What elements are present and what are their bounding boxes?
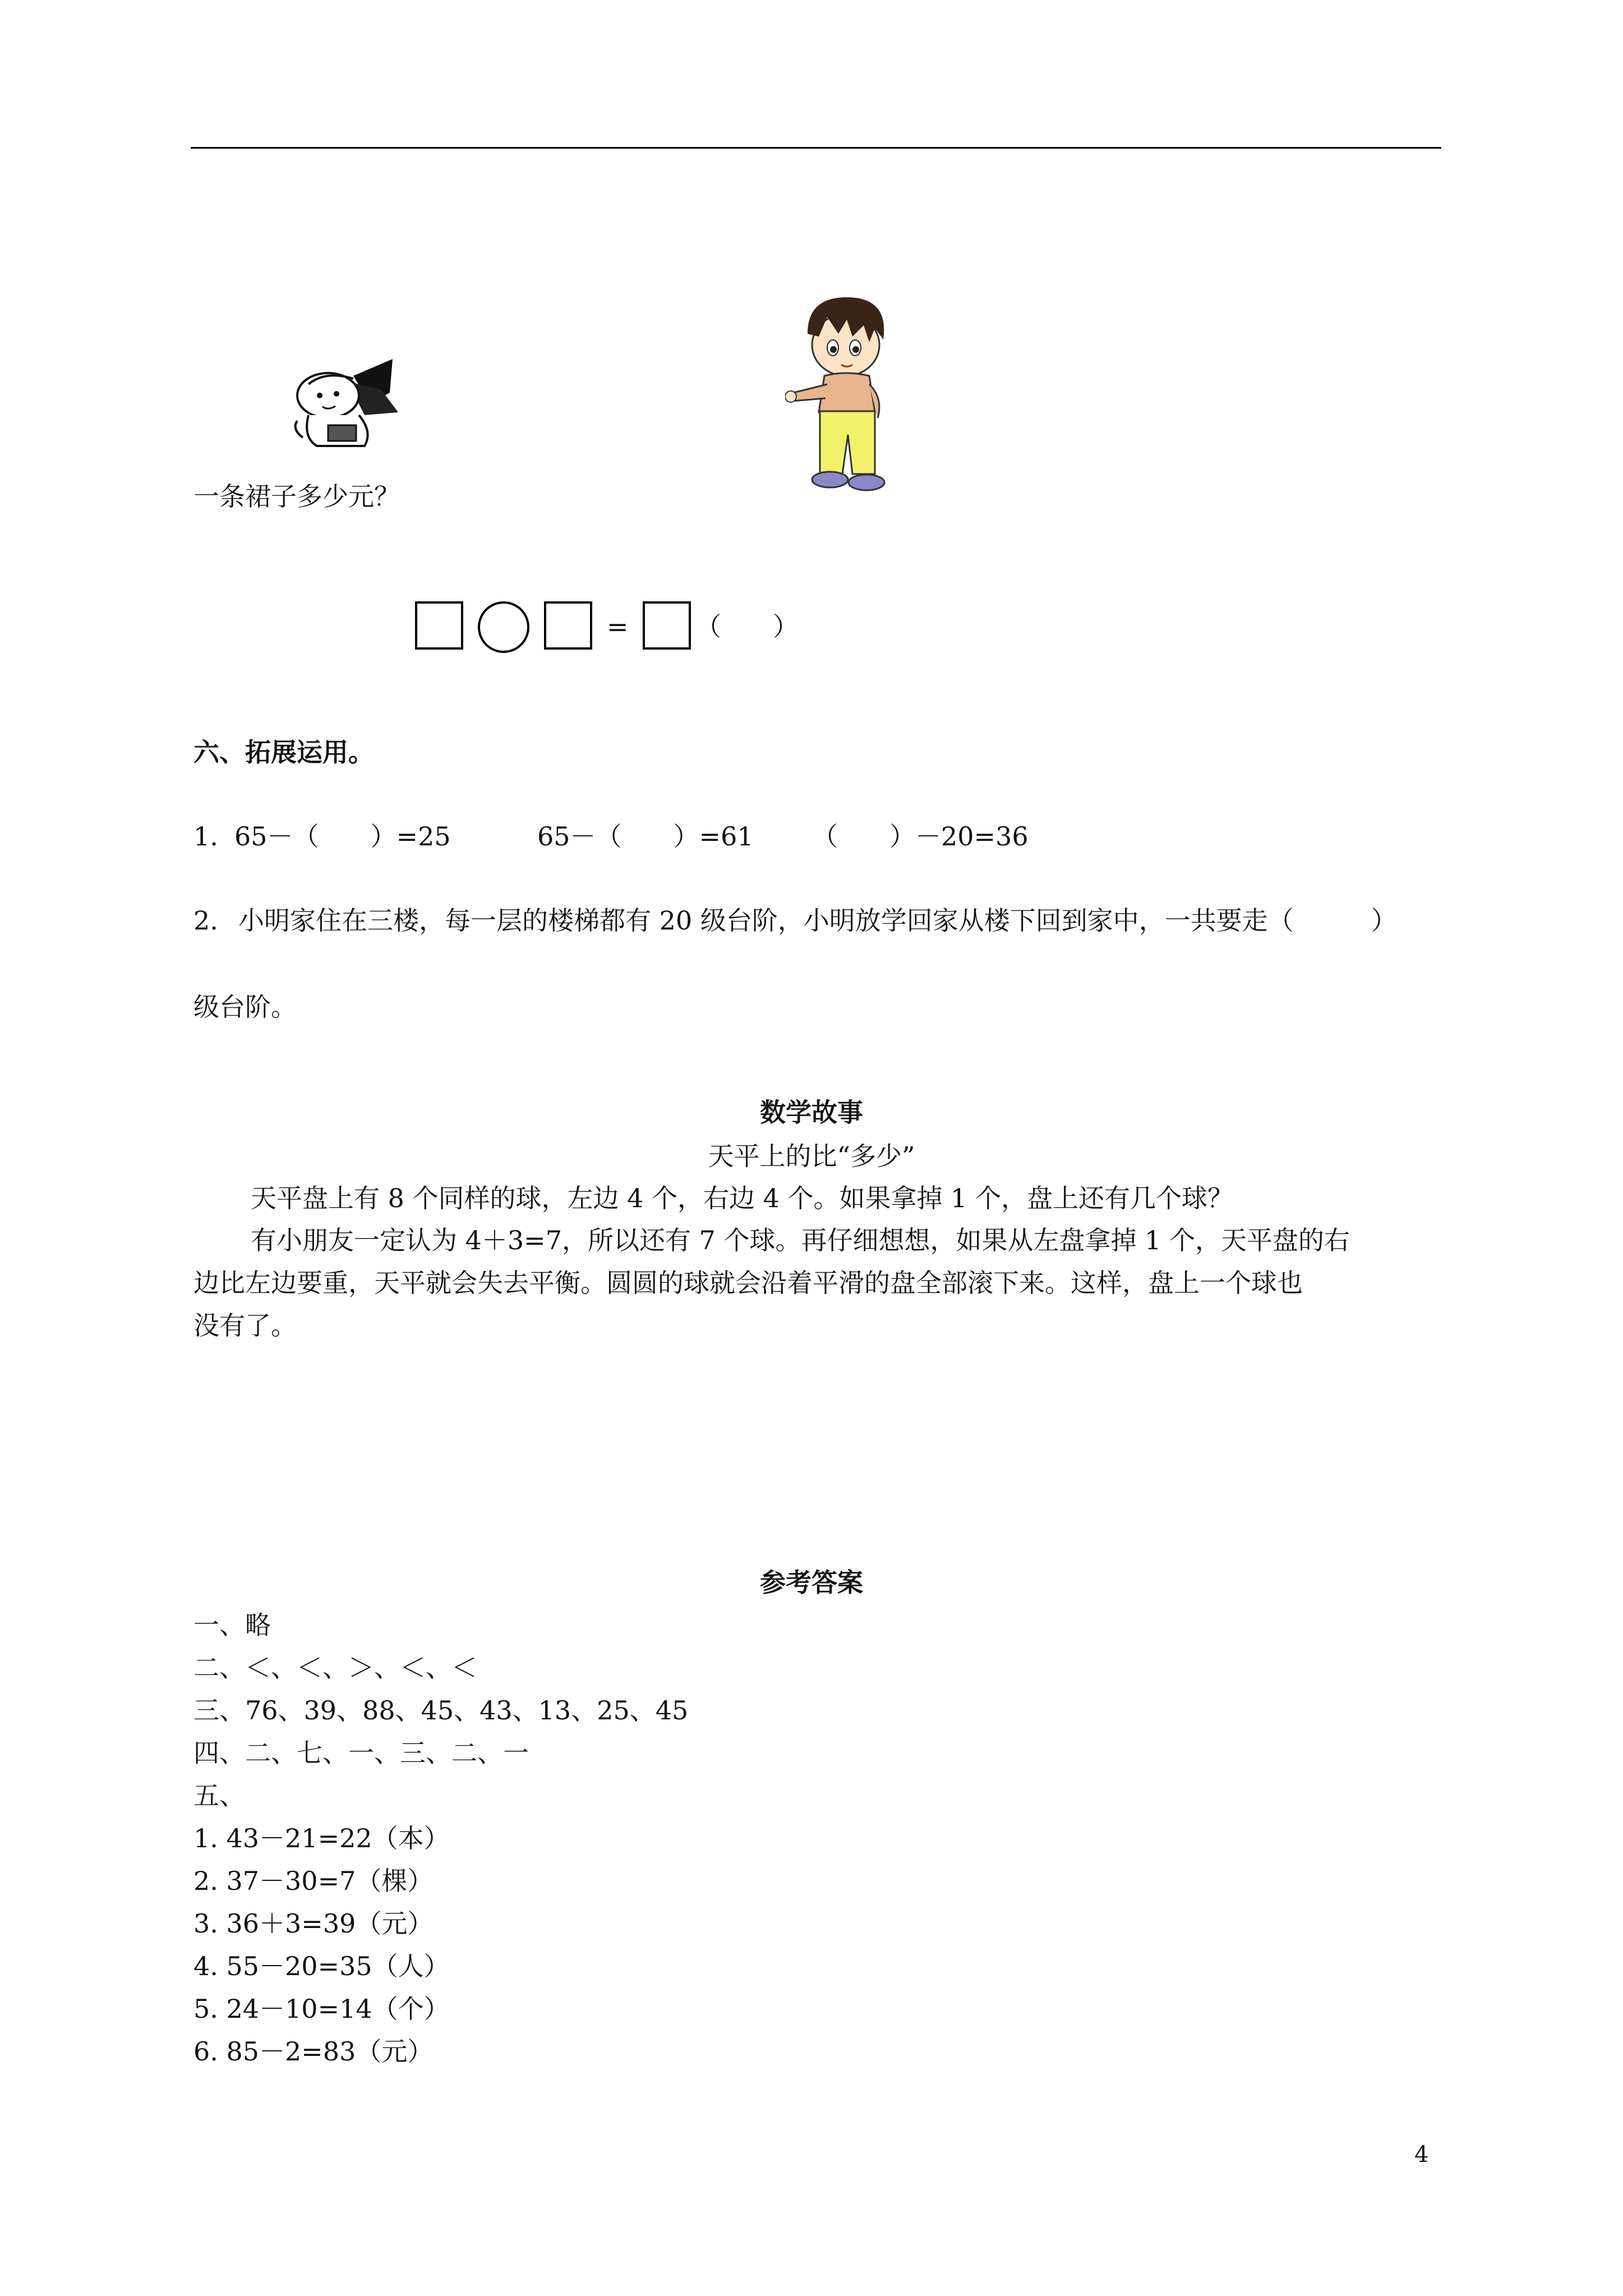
answer-line: 二、＜、＜、＞、＜、＜ (193, 1653, 477, 1683)
answer-line: 6. 85－2=83（元） (193, 2036, 434, 2067)
story-paragraph-1: 天平盘上有 8 个同样的球，左边 4 个，右边 4 个。如果拿掉 1 个，盘上还有几个球？ (251, 1183, 1234, 1213)
answer-line: 5. 24－10=14（个） (193, 1994, 450, 2024)
q1-part-c: （ ）－20=36 (812, 821, 1029, 852)
answer-line: 2. 37－30=7（棵） (193, 1866, 434, 1896)
answer-box-1[interactable] (415, 601, 463, 650)
q1-part-b: 65－（ ）=61 (537, 821, 754, 852)
story-paragraph-2-line-3: 没有了。 (193, 1310, 297, 1341)
answer-line: 三、76、39、88、45、43、13、25、45 (193, 1695, 689, 1726)
answer-box-result[interactable] (643, 601, 691, 650)
answer-line: 一、略 (193, 1610, 271, 1640)
answer-line: 4. 55－20=35（人） (193, 1951, 450, 1981)
q2-line-2: 级台阶。 (193, 992, 297, 1022)
q1-number: 1. (193, 821, 218, 852)
boy-illustration (785, 295, 914, 496)
story-paragraph-2-line-1: 有小朋友一定认为 4＋3=7，所以还有 7 个球。再仔细想想，如果从左盘拿掉 1 个，天平盘的右 (251, 1225, 1350, 1255)
q2-line-1: 小明家住在三楼，每一层的楼梯都有 20 级台阶，小明放学回家从楼下回到家中，一共要走（ ） (238, 905, 1397, 936)
answer-box-2[interactable] (544, 601, 592, 650)
story-paragraph-2-line-2: 边比左边要重，天平就会失去平衡。圆圆的球就会沿着平滑的盘全部滚下来。这样，盘上一个球也 (193, 1268, 1303, 1298)
q1-part-a: 65－（ ）=25 (234, 821, 451, 852)
story-subtitle: 天平上的比“多少” (708, 1141, 915, 1171)
equals-sign: = (607, 611, 629, 642)
answers-title: 参考答案 (760, 1567, 863, 1598)
answer-line: 四、二、七、一、三、二、一 (193, 1738, 529, 1768)
unit-paren: （ ） (695, 611, 799, 642)
section-6-heading: 六、拓展运用。 (193, 737, 374, 767)
header-rule (191, 147, 1441, 149)
operator-circle[interactable] (478, 601, 529, 653)
girl-illustration (286, 359, 415, 449)
q2-number: 2. (193, 905, 218, 936)
story-title: 数学故事 (760, 1097, 863, 1128)
answer-line: 五、 (193, 1780, 245, 1811)
problem-question: 一条裙子多少元？ (193, 481, 400, 512)
answer-line: 1. 43－21=22（本） (193, 1823, 450, 1853)
page-number: 4 (1414, 2142, 1429, 2168)
answer-line: 3. 36＋3=39（元） (193, 1908, 434, 1939)
